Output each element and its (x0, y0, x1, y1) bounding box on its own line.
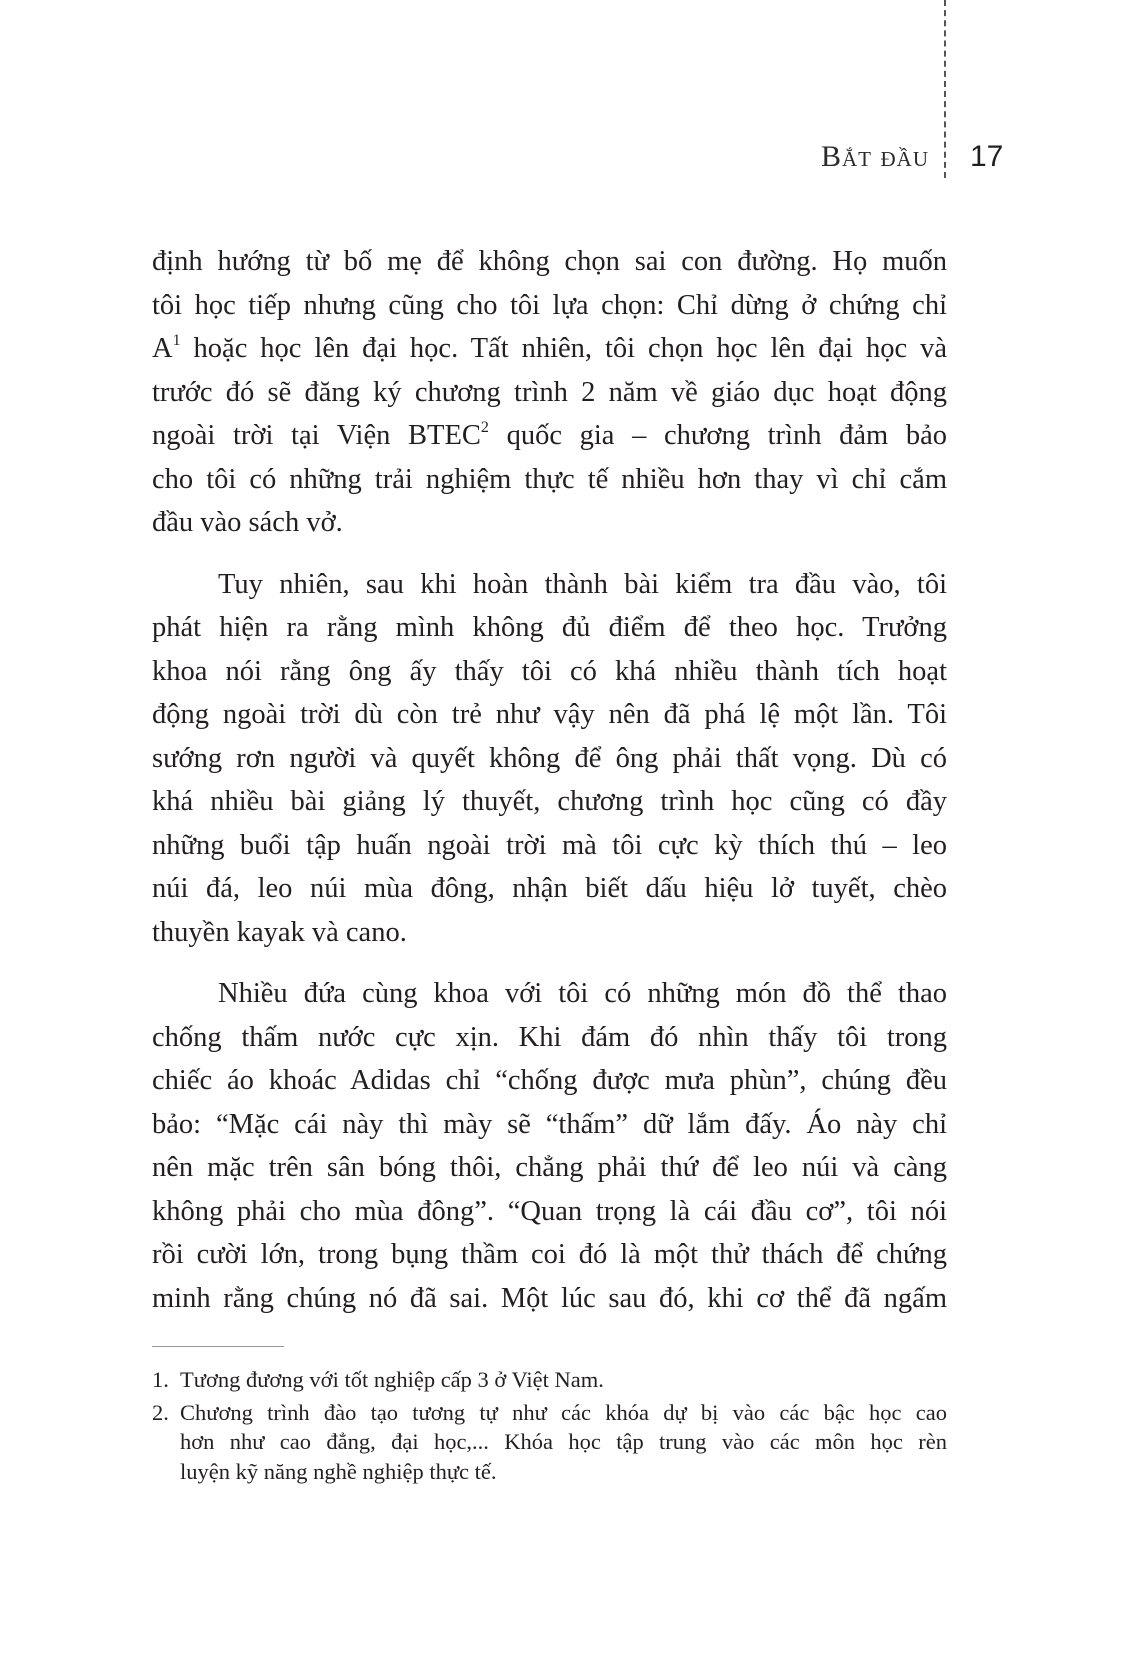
footnote-line: luyện kỹ năng nghề nghiệp thực tế. (180, 1458, 497, 1484)
footnote-ref-1[interactable]: 1 (172, 332, 181, 349)
text-line: rồi cười lớn, trong bụng thầm coi đó là một thử thách để chứng (152, 1239, 947, 1270)
text-line: tôi học tiếp nhưng cũng cho tôi lựa chọn: Chỉ dừng ở chứng chỉ (152, 289, 947, 321)
text-line: những buổi tập huấn ngoài trời mà tôi cực kỳ thích thú – leo (152, 829, 947, 861)
footnote-text (180, 1398, 947, 1487)
page-number: 17 (970, 140, 1004, 173)
running-head-chapter-title: Bắt đầu (821, 140, 929, 173)
header-dashed-divider (944, 0, 946, 178)
text-line: Nhiều đứa cùng khoa với tôi có những món đồ thể thao (218, 978, 947, 1009)
paragraph-1 (152, 240, 947, 545)
footnote-2 (152, 1398, 947, 1487)
text-line (152, 327, 947, 371)
text-line: phát hiện ra rằng mình không đủ điểm để theo học. Trưởng (152, 612, 947, 643)
text-line: sướng rơn người và quyết không để ông phải thất vọng. Dù có (152, 742, 947, 774)
footnote-line: Tương đương với tốt nghiệp cấp 3 ở Việt Nam. (180, 1367, 604, 1392)
text-line: chống thấm nước cực xịn. Khi đám đó nhìn thấy tôi trong (152, 1021, 947, 1053)
text-line: trước đó sẽ đăng ký chương trình 2 năm về giáo dục hoạt động (152, 376, 947, 408)
text-line: đầu vào sách vở. (152, 507, 343, 538)
footnote-ref-2[interactable]: 2 (480, 419, 489, 436)
line-prefix: A (152, 333, 173, 364)
line-rest: hoặc học lên đại học. Tất nhiên, tôi chọn học lên đại học và (193, 333, 947, 364)
text-line: định hướng từ bố mẹ để không chọn sai con đường. Họ muốn (152, 246, 947, 277)
footnotes (152, 1365, 947, 1486)
paragraph-2 (152, 563, 947, 955)
footnote-line: Chương trình đào tạo tương tự như các khóa dự bị vào các bậc học cao (180, 1399, 947, 1425)
text-line: bảo: “Mặc cái này thì mày sẽ “thấm” dữ lắm đấy. Áo này chỉ (152, 1108, 947, 1140)
text-line: núi đá, leo núi mùa đông, nhận biết dấu hiệu lở tuyết, chèo (152, 873, 947, 904)
line-rest: quốc gia – chương trình đảm bảo (506, 420, 947, 451)
footnote-number: 2. (152, 1399, 169, 1425)
text-line: Tuy nhiên, sau khi hoàn thành bài kiểm tra đầu vào, tôi (218, 568, 947, 600)
text-line: động ngoài trời dù còn trẻ như vậy nên đã phá lệ một lần. Tôi (152, 699, 947, 730)
footnote-1 (152, 1365, 947, 1395)
text-line: khá nhiều bài giảng lý thuyết, chương trình học cũng có đầy (152, 786, 947, 817)
footnote-number: 1. (152, 1367, 169, 1392)
text-line: cho tôi có những trải nghiệm thực tế nhiều hơn thay vì chỉ cắm (152, 463, 947, 495)
footnote-separator (152, 1346, 284, 1347)
footnote-text (180, 1365, 947, 1395)
text-line: thuyền kayak và cano. (152, 916, 407, 948)
text-line: nên mặc trên sân bóng thôi, chẳng phải thứ để leo núi và càng (152, 1152, 947, 1183)
text-line: khoa nói rằng ông ấy thấy tôi có khá nhiều thành tích hoạt (152, 655, 947, 687)
line-prefix: ngoài trời tại Viện BTEC (152, 420, 481, 451)
text-line: chiếc áo khoác Adidas chỉ “chống được mưa phùn”, chúng đều (152, 1065, 947, 1096)
paragraph-3 (152, 972, 947, 1320)
text-line (152, 414, 947, 458)
footnote-line: hơn như cao đẳng, đại học,... Khóa học tập trung vào các môn học rèn (180, 1429, 947, 1454)
text-line: không phải cho mùa đông”. “Quan trọng là cái đầu cơ”, tôi nói (152, 1195, 947, 1227)
text-line: minh rằng chúng nó đã sai. Một lúc sau đó, khi cơ thể đã ngấm (152, 1282, 947, 1314)
body-text (152, 240, 947, 1320)
